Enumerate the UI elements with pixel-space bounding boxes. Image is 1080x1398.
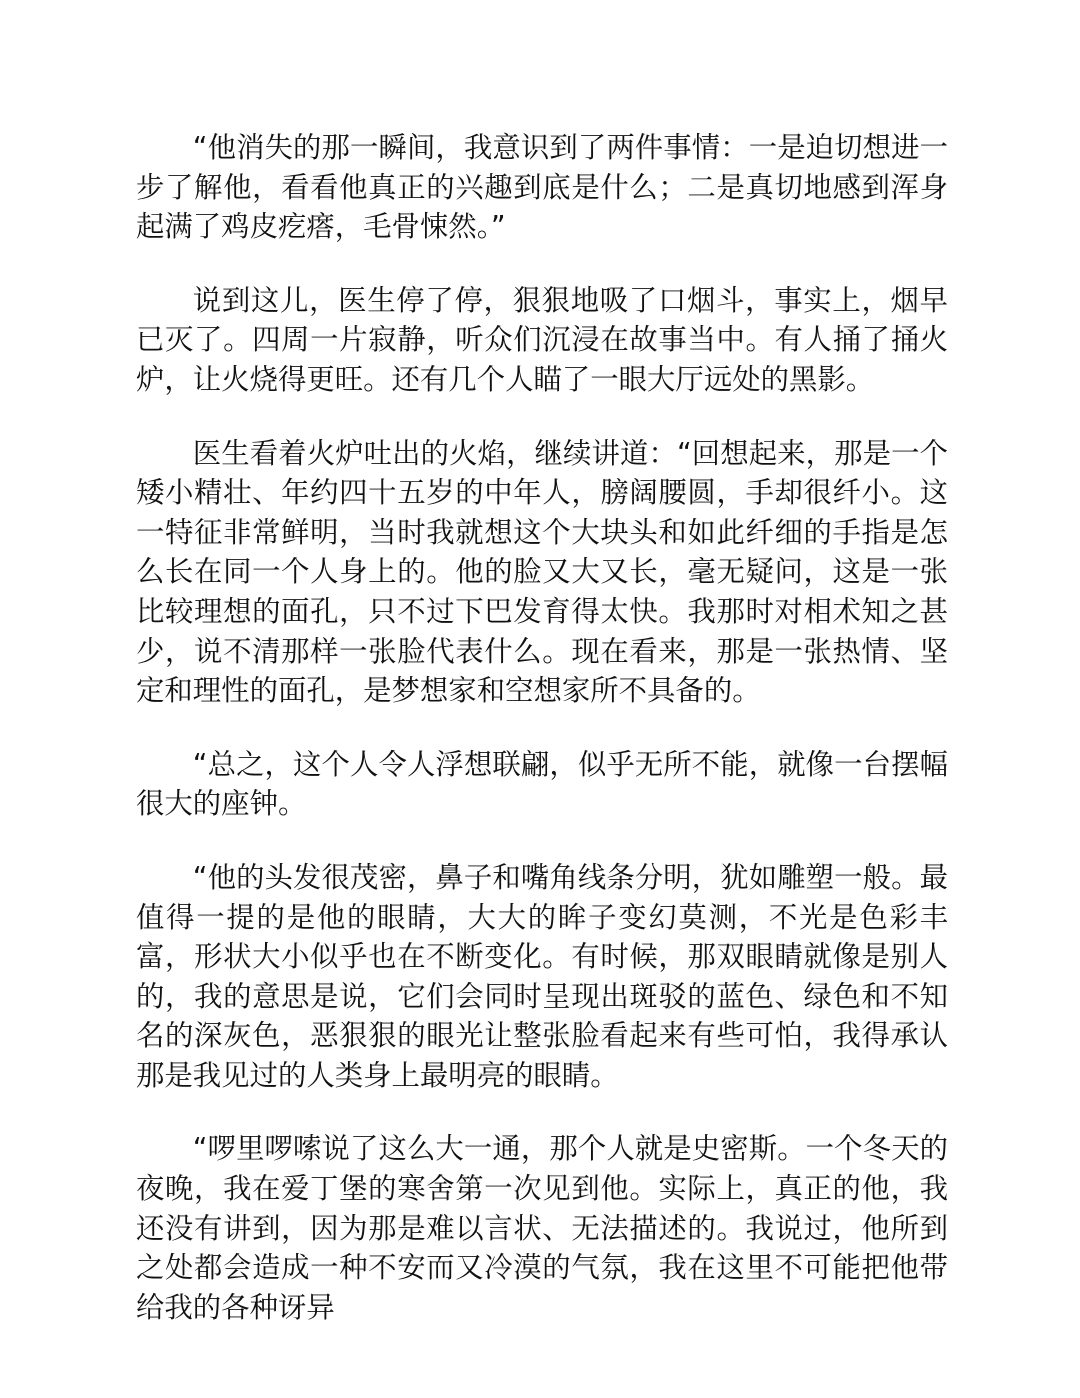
paragraph-5: “他的头发很茂密，鼻子和嘴角线条分明，犹如雕塑一般。最值得一提的是他的眼睛，大大的眸子变幻莫测，不光是色彩丰富，形状大小似乎也在不断变化。有时候，那双眼睛就像是别人的，我的意思是说，它们会同时呈现出斑驳的蓝色、绿色和不知名的深灰色，恶狠狠的眼光让整张脸看起来有些可怕，我得承认那是我见过的人类身上最明亮的眼睛。 (136, 860, 948, 1092)
paragraph-4: “总之，这个人令人浮想联翩，似乎无所不能，就像一台摆幅很大的座钟。 (136, 747, 948, 821)
paragraph-3: 医生看着火炉吐出的火焰，继续讲道：“回想起来，那是一个矮小精壮、年约四十五岁的中年人，膀阔腰圆，手却很纤小。这一特征非常鲜明，当时我就想这个大块头和如此纤细的手指是怎么长在同一个人身上的。他的脸又大又长，毫无疑问，这是一张比较理想的面孔，只不过下巴发育得太快。我那时对相术知之甚少，说不清那样一张脸代表什么。现在看来，那是一张热情、坚定和理性的面孔，是梦想家和空想家所不具备的。 (136, 436, 948, 708)
paragraph-2: 说到这儿，医生停了停，狠狠地吸了口烟斗，事实上，烟早已灭了。四周一片寂静，听众们沉浸在故事当中。有人捅了捅火炉，让火烧得更旺。还有几个人瞄了一眼大厅远处的黑影。 (136, 283, 948, 396)
paragraph-6: “啰里啰嗦说了这么大一通，那个人就是史密斯。一个冬天的夜晚，我在爱丁堡的寒舍第一次见到他。实际上，真正的他，我还没有讲到，因为那是难以言状、无法描述的。我说过，他所到之处都会造成一种不安而又冷漠的气氛，我在这里不可能把他带给我的各种讶异 (136, 1132, 948, 1324)
text-column (136, 128, 948, 1361)
paragraph-1: “他消失的那一瞬间，我意识到了两件事情：一是迫切想进一步了解他，看看他真正的兴趣到底是什么；二是真切地感到浑身起满了鸡皮疙瘩，毛骨悚然。” (136, 131, 948, 244)
